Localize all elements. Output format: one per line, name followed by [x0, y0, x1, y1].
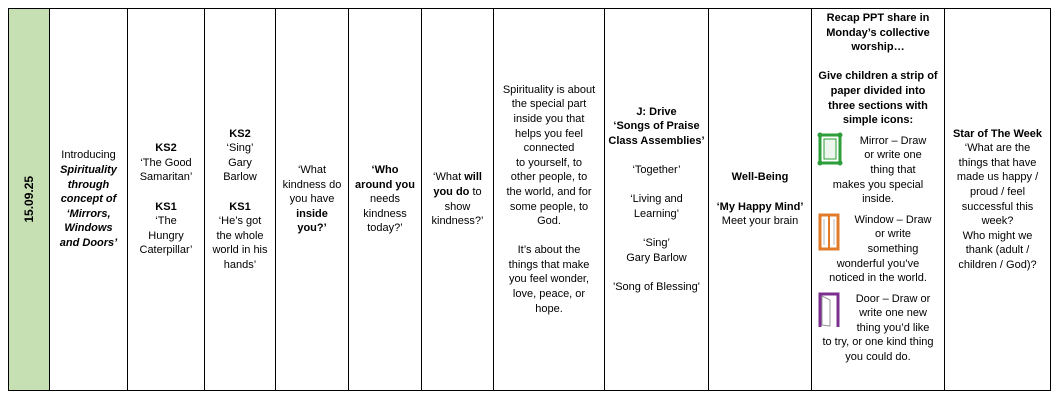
recap-door-line: to try, or one kind thing: [822, 336, 934, 349]
spirituality-line: the special part: [511, 98, 587, 111]
spirituality-line: hope.: [535, 302, 563, 315]
question-inside-cell: [275, 9, 348, 390]
question-line: you do to: [433, 185, 482, 198]
star-line: thank (adult /: [965, 244, 1030, 257]
star-line: made us happy /: [956, 171, 1039, 184]
drive-song: Gary Barlow: [626, 251, 687, 264]
question-line: ‘What will: [433, 171, 482, 184]
recap-heading: worship…: [851, 41, 905, 54]
songs-ks1-heading: KS1: [229, 200, 251, 213]
intro-line: and Doors’: [59, 236, 118, 249]
recap-heading: Recap PPT share in: [826, 12, 930, 24]
recap-window-line: noticed in the world.: [829, 272, 927, 285]
star-line: successful this: [961, 200, 1034, 213]
star-heading: Star of The Week: [952, 127, 1043, 140]
spirituality-line: to yourself, to: [515, 156, 583, 169]
intro-line: concept of: [60, 193, 117, 206]
stories-line: ‘The: [155, 215, 177, 228]
drive-song: ‘Together’: [632, 164, 681, 177]
songs-line: Gary: [228, 156, 252, 169]
star-line: children / God)?: [958, 258, 1037, 271]
question-around-cell: [348, 9, 421, 390]
drive-cell: [604, 9, 708, 390]
songs-line: ‘Sing’: [226, 142, 254, 155]
stories-cell: [127, 9, 204, 390]
songs-line: the whole: [216, 229, 264, 242]
songs-line: world in his: [212, 244, 268, 257]
door-item: [815, 292, 941, 365]
spirituality-line: you feel wonder,: [508, 273, 590, 286]
mirror-item: [815, 134, 941, 207]
recap-cell: [811, 9, 944, 390]
question-line: you have: [289, 193, 335, 206]
recap-instruction: three sections with: [828, 99, 928, 112]
spirituality-line: Spirituality is about: [502, 83, 596, 96]
star-line: proud / feel: [969, 185, 1026, 198]
songs-cell: [204, 9, 275, 390]
star-line: things that have: [958, 156, 1037, 169]
recap-window-line: or write: [874, 228, 912, 241]
intro-line: ‘Mirrors,: [66, 207, 111, 220]
stories-ks2-heading: KS2: [155, 142, 177, 155]
wellbeing-programme: ‘My Happy Mind’: [716, 200, 804, 213]
recap-mirror-line: makes you special: [832, 178, 924, 191]
spirituality-line: love, peace, or: [512, 288, 586, 301]
recap-instruction: Give children a strip of: [818, 70, 938, 83]
spirituality-line: things that make: [508, 258, 590, 271]
drive-heading: J: Drive: [636, 105, 677, 118]
drive-song: ‘Sing’: [643, 236, 670, 249]
recap-mirror-line: Mirror – Draw: [859, 134, 927, 147]
question-do-cell: [421, 9, 493, 390]
recap-door-line: you could do.: [845, 351, 911, 364]
wellbeing-cell: [708, 9, 811, 390]
mirror-icon: [817, 132, 843, 171]
intro-line: Introducing: [61, 149, 116, 162]
door-icon: [817, 292, 841, 333]
recap-mirror-line: or write one: [864, 149, 922, 162]
question-line: you?’: [297, 222, 327, 235]
intro-line: through: [67, 178, 110, 191]
spirituality-line: connected: [523, 142, 575, 155]
star-of-week-cell: [944, 9, 1051, 390]
spirituality-line: some people, to: [509, 200, 589, 213]
recap-instruction: paper divided into: [830, 84, 926, 97]
spirituality-line: inside you that: [513, 112, 585, 125]
stories-ks1-heading: KS1: [155, 200, 177, 213]
songs-ks2-heading: KS2: [229, 127, 251, 140]
recap-window-line: wonderful you’ve: [836, 257, 920, 270]
question-line: ‘What: [297, 164, 327, 177]
drive-song: ‘Living and: [630, 193, 683, 206]
spirituality-cell: [493, 9, 604, 390]
recap-mirror-line: inside.: [862, 193, 894, 206]
question-line: ‘Who: [371, 164, 399, 177]
date-label: 15.09.25: [21, 176, 36, 223]
songs-line: Barlow: [223, 171, 257, 184]
stories-line: ‘The Good: [140, 156, 192, 169]
recap-mirror-line: thing that: [870, 163, 916, 176]
stories-line: Samaritan’: [139, 171, 193, 184]
drive-heading: Class Assemblies’: [608, 134, 705, 147]
window-item: [815, 213, 941, 286]
recap-window-line: Window – Draw: [854, 213, 932, 226]
recap-heading: Monday’s collective: [826, 26, 930, 39]
recap-door-line: thing you’d like: [856, 321, 930, 334]
question-line: kindness: [363, 207, 407, 220]
question-line: today?’: [367, 222, 403, 235]
date-cell: [8, 9, 49, 390]
star-line: week?: [981, 215, 1014, 228]
spirituality-line: God.: [537, 215, 561, 228]
question-line: show: [444, 200, 471, 213]
stories-line: Caterpillar’: [139, 244, 193, 257]
stories-line: Hungry: [148, 229, 184, 242]
spirituality-line: the world, and for: [506, 185, 592, 198]
wellbeing-heading: Well-Being: [731, 171, 789, 184]
recap-instruction: simple icons:: [842, 114, 914, 127]
window-icon: [817, 213, 841, 256]
recap-door-line: write one new: [859, 307, 927, 320]
drive-song: Learning’: [633, 207, 680, 220]
star-line: ‘What are the: [964, 142, 1031, 155]
question-line: kindness?’: [431, 215, 484, 228]
question-line: inside: [296, 207, 328, 220]
spirituality-line: It’s about the: [517, 244, 581, 257]
intro-line: Windows: [64, 222, 113, 235]
songs-line: hands’: [223, 258, 257, 271]
wellbeing-line: Meet your brain: [721, 215, 799, 228]
question-line: needs: [370, 193, 400, 206]
planning-table-row: [8, 8, 1051, 391]
drive-heading: ‘Songs of Praise: [613, 120, 700, 133]
recap-window-line: something: [867, 242, 919, 255]
intro-cell: [49, 9, 127, 390]
question-line: around you: [355, 178, 415, 191]
spirituality-line: helps you feel: [515, 127, 583, 140]
intro-line: Spirituality: [60, 164, 117, 177]
recap-door-line: Door – Draw or: [855, 292, 931, 305]
question-line: kindness do: [282, 178, 342, 191]
star-line: Who might we: [962, 229, 1033, 242]
songs-line: ‘He’s got: [218, 215, 262, 228]
spirituality-line: other people, to: [510, 171, 588, 184]
drive-song: 'Song of Blessing': [613, 280, 700, 293]
